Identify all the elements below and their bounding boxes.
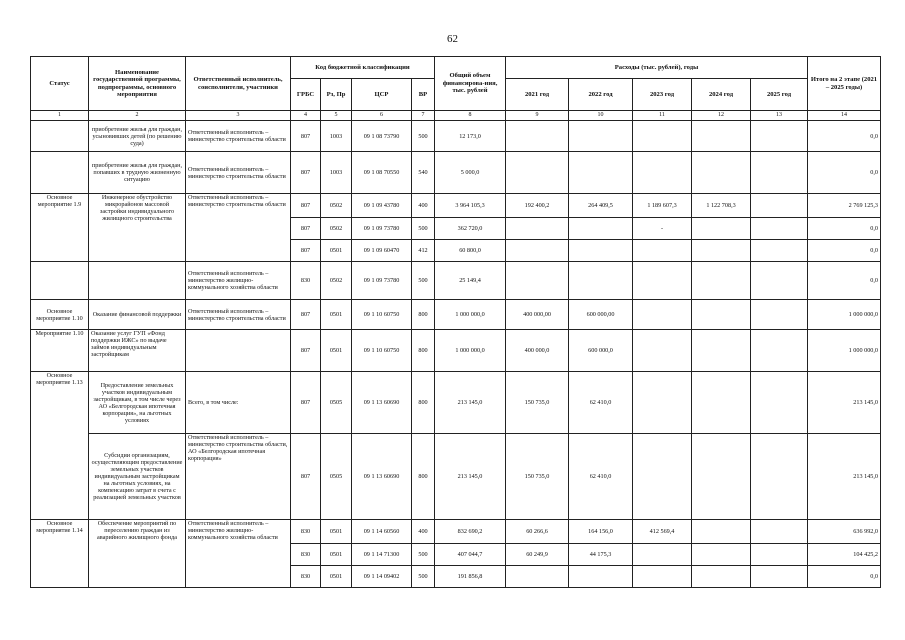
vr-cell: 800 xyxy=(412,372,435,434)
total-cell: 407 044,7 xyxy=(435,544,506,566)
rz-cell: 0505 xyxy=(321,372,352,434)
name-cell xyxy=(89,262,186,300)
header-responsible: Ответственный исполнитель, соисполнители, участники xyxy=(186,57,291,111)
y2022-cell: 600 000,0 xyxy=(569,330,633,372)
status-cell: Мероприятие 1.10 xyxy=(31,330,89,372)
itogo-cell: 0,0 xyxy=(808,218,881,240)
budget-table xyxy=(30,56,881,588)
y2023-cell xyxy=(633,434,692,520)
y2024-cell xyxy=(692,434,751,520)
column-number: 1 xyxy=(31,111,89,121)
header-rz: Рз, Пр xyxy=(321,79,352,111)
page-number: 62 xyxy=(447,33,458,45)
grbs-cell: 830 xyxy=(291,566,321,588)
name-cell: приобретение жилья для граждан, попавших в трудную жизненную ситуацию xyxy=(89,152,186,194)
vr-cell: 500 xyxy=(412,121,435,152)
column-number: 10 xyxy=(569,111,633,121)
responsible-cell: Ответственный исполнитель – министерство строительства области, АО «Белгородская ипотечная корпорация» xyxy=(186,434,291,520)
itogo-cell: 0,0 xyxy=(808,566,881,588)
column-number: 14 xyxy=(808,111,881,121)
column-number: 4 xyxy=(291,111,321,121)
responsible-cell: Ответственный исполнитель – министерство жилищно-коммунального хозяйства области xyxy=(186,262,291,300)
itogo-cell: 0,0 xyxy=(808,240,881,262)
table-row xyxy=(31,434,881,520)
y2022-cell: 264 409,5 xyxy=(569,194,633,218)
responsible-cell: Ответственный исполнитель – министерство жилищно-коммунального хозяйства области xyxy=(186,520,291,588)
total-cell: 5 000,0 xyxy=(435,152,506,194)
responsible-cell: Ответственный исполнитель – министерство строительства области xyxy=(186,152,291,194)
status-cell: Основное мероприятие 1.13 xyxy=(31,372,89,520)
y2021-cell xyxy=(506,240,569,262)
y2022-cell: 164 156,0 xyxy=(569,520,633,544)
y2024-cell xyxy=(692,520,751,544)
name-cell: Предоставление земельных участков индивидуальным застройщикам, в том числе через АО «Белгородская ипотечная корпорация», на льготных условиях xyxy=(89,372,186,434)
header-2025: 2025 год xyxy=(751,79,808,111)
csr-cell: 09 1 09 60470 xyxy=(352,240,412,262)
total-cell: 191 856,8 xyxy=(435,566,506,588)
column-number: 2 xyxy=(89,111,186,121)
csr-cell: 09 1 08 73790 xyxy=(352,121,412,152)
y2025-cell xyxy=(751,262,808,300)
name-cell: Оказание финансовой поддержки xyxy=(89,300,186,330)
status-cell: Основное мероприятие 1.10 xyxy=(31,300,89,330)
y2024-cell xyxy=(692,372,751,434)
itogo-cell: 104 425,2 xyxy=(808,544,881,566)
header-vr: ВР xyxy=(412,79,435,111)
header-csr: ЦСР xyxy=(352,79,412,111)
total-cell: 25 149,4 xyxy=(435,262,506,300)
vr-cell: 400 xyxy=(412,520,435,544)
y2021-cell xyxy=(506,262,569,300)
header-name: Наименование государственной программы, подпрограммы, основного мероприятия xyxy=(89,57,186,111)
y2024-cell xyxy=(692,218,751,240)
header-status: Статус xyxy=(31,57,89,111)
y2023-cell xyxy=(633,330,692,372)
vr-cell: 500 xyxy=(412,544,435,566)
itogo-cell: 636 992,0 xyxy=(808,520,881,544)
y2021-cell: 400 000,0 xyxy=(506,330,569,372)
y2021-cell: 60 266,6 xyxy=(506,520,569,544)
rz-cell: 0501 xyxy=(321,520,352,544)
status-cell: Основное мероприятие 1.14 xyxy=(31,520,89,588)
responsible-cell: Ответственный исполнитель – министерство строительства области xyxy=(186,194,291,262)
y2025-cell xyxy=(751,544,808,566)
itogo-cell: 2 769 125,3 xyxy=(808,194,881,218)
csr-cell: 09 1 13 60690 xyxy=(352,434,412,520)
y2022-cell: 62 410,0 xyxy=(569,372,633,434)
y2025-cell xyxy=(751,218,808,240)
status-cell xyxy=(31,152,89,194)
total-cell: 1 000 000,0 xyxy=(435,330,506,372)
y2021-cell: 192 400,2 xyxy=(506,194,569,218)
y2024-cell xyxy=(692,240,751,262)
header-2024: 2024 год xyxy=(692,79,751,111)
csr-cell: 09 1 13 60690 xyxy=(352,372,412,434)
table-row xyxy=(31,300,881,330)
itogo-cell: 0,0 xyxy=(808,152,881,194)
y2024-cell xyxy=(692,262,751,300)
y2022-cell xyxy=(569,566,633,588)
y2024-cell: 1 122 708,3 xyxy=(692,194,751,218)
y2022-cell: 62 410,0 xyxy=(569,434,633,520)
column-number: 9 xyxy=(506,111,569,121)
csr-cell: 09 1 09 73780 xyxy=(352,262,412,300)
grbs-cell: 830 xyxy=(291,262,321,300)
column-number: 3 xyxy=(186,111,291,121)
column-number: 12 xyxy=(692,111,751,121)
y2021-cell xyxy=(506,566,569,588)
header-budget-code: Код бюджетной классификации xyxy=(291,57,435,79)
y2023-cell xyxy=(633,121,692,152)
y2025-cell xyxy=(751,372,808,434)
header-2021: 2021 год xyxy=(506,79,569,111)
y2025-cell xyxy=(751,434,808,520)
status-cell xyxy=(31,121,89,152)
column-number: 11 xyxy=(633,111,692,121)
rz-cell: 0505 xyxy=(321,434,352,520)
y2025-cell xyxy=(751,566,808,588)
table-row xyxy=(31,194,881,218)
column-number: 8 xyxy=(435,111,506,121)
table-row xyxy=(31,262,881,300)
name-cell: Инженерное обустройство микрорайонов массовой застройки индивидуального жилищного строительства xyxy=(89,194,186,262)
y2023-cell xyxy=(633,300,692,330)
y2024-cell xyxy=(692,121,751,152)
total-cell: 3 964 105,3 xyxy=(435,194,506,218)
y2025-cell xyxy=(751,330,808,372)
itogo-cell: 213 145,0 xyxy=(808,372,881,434)
column-number: 7 xyxy=(412,111,435,121)
csr-cell: 09 1 09 73780 xyxy=(352,218,412,240)
column-number: 13 xyxy=(751,111,808,121)
grbs-cell: 807 xyxy=(291,372,321,434)
grbs-cell: 807 xyxy=(291,434,321,520)
total-cell: 60 800,0 xyxy=(435,240,506,262)
itogo-cell: 0,0 xyxy=(808,121,881,152)
total-cell: 213 145,0 xyxy=(435,434,506,520)
y2021-cell: 400 000,00 xyxy=(506,300,569,330)
status-cell: Основное мероприятие 1.9 xyxy=(31,194,89,262)
responsible-cell: Ответственный исполнитель – министерство строительства области xyxy=(186,121,291,152)
y2023-cell: - xyxy=(633,218,692,240)
vr-cell: 540 xyxy=(412,152,435,194)
rz-cell: 0501 xyxy=(321,544,352,566)
header-itogo: Итого на 2 этапе (2021 – 2025 годы) xyxy=(808,57,881,111)
y2021-cell: 150 735,0 xyxy=(506,434,569,520)
y2023-cell: 412 569,4 xyxy=(633,520,692,544)
responsible-cell: Всего, в том числе: xyxy=(186,372,291,434)
rz-cell: 0502 xyxy=(321,262,352,300)
vr-cell: 800 xyxy=(412,330,435,372)
grbs-cell: 807 xyxy=(291,218,321,240)
y2023-cell xyxy=(633,152,692,194)
y2023-cell xyxy=(633,566,692,588)
rz-cell: 1003 xyxy=(321,152,352,194)
name-cell: Оказание услуг ГУП «Фонд поддержки ИЖС» по выдаче займов индивидуальным застройщикам xyxy=(89,330,186,372)
total-cell: 832 690,2 xyxy=(435,520,506,544)
y2022-cell xyxy=(569,121,633,152)
y2025-cell xyxy=(751,300,808,330)
grbs-cell: 807 xyxy=(291,152,321,194)
y2023-cell: 1 189 607,3 xyxy=(633,194,692,218)
table-row xyxy=(31,520,881,544)
itogo-cell: 1 000 000,0 xyxy=(808,330,881,372)
table-row xyxy=(31,330,881,372)
rz-cell: 0502 xyxy=(321,194,352,218)
csr-cell: 09 1 10 60750 xyxy=(352,300,412,330)
header-2023: 2023 год xyxy=(633,79,692,111)
status-cell xyxy=(31,262,89,300)
total-cell: 1 000 000,0 xyxy=(435,300,506,330)
itogo-cell: 1 000 000,0 xyxy=(808,300,881,330)
itogo-cell: 0,0 xyxy=(808,262,881,300)
rz-cell: 0501 xyxy=(321,330,352,372)
y2024-cell xyxy=(692,152,751,194)
y2021-cell: 60 249,9 xyxy=(506,544,569,566)
rz-cell: 0501 xyxy=(321,300,352,330)
table-row xyxy=(31,372,881,434)
name-cell: Обеспечение мероприятий по переселению граждан из аварийного жилищного фонда xyxy=(89,520,186,588)
y2023-cell xyxy=(633,262,692,300)
vr-cell: 500 xyxy=(412,566,435,588)
vr-cell: 800 xyxy=(412,434,435,520)
table-row xyxy=(31,121,881,152)
y2021-cell xyxy=(506,152,569,194)
grbs-cell: 807 xyxy=(291,121,321,152)
header-total-volume: Общий объем финансирова-ния, тыс. рублей xyxy=(435,57,506,111)
grbs-cell: 830 xyxy=(291,544,321,566)
y2021-cell: 150 735,0 xyxy=(506,372,569,434)
y2022-cell: 600 000,00 xyxy=(569,300,633,330)
total-cell: 12 173,0 xyxy=(435,121,506,152)
csr-cell: 09 1 14 09402 xyxy=(352,566,412,588)
y2023-cell xyxy=(633,544,692,566)
grbs-cell: 807 xyxy=(291,330,321,372)
vr-cell: 800 xyxy=(412,300,435,330)
grbs-cell: 807 xyxy=(291,300,321,330)
csr-cell: 09 1 14 71300 xyxy=(352,544,412,566)
rz-cell: 1003 xyxy=(321,121,352,152)
name-cell: приобретение жилья для граждан, усыновивших детей (по решению суда) xyxy=(89,121,186,152)
name-cell: Субсидии организациям, осуществляющим предоставление земельных участков индивидуальным застройщикам на льготных условиях, на компенсацию затрат в счета с реализацией земельных участков xyxy=(89,434,186,520)
column-number-row xyxy=(31,111,881,121)
y2025-cell xyxy=(751,121,808,152)
itogo-cell: 213 145,0 xyxy=(808,434,881,520)
y2022-cell xyxy=(569,218,633,240)
total-cell: 213 145,0 xyxy=(435,372,506,434)
header-2022: 2022 год xyxy=(569,79,633,111)
vr-cell: 500 xyxy=(412,218,435,240)
y2022-cell xyxy=(569,152,633,194)
y2023-cell xyxy=(633,372,692,434)
vr-cell: 412 xyxy=(412,240,435,262)
y2025-cell xyxy=(751,520,808,544)
rz-cell: 0501 xyxy=(321,566,352,588)
column-number: 5 xyxy=(321,111,352,121)
responsible-cell xyxy=(186,330,291,372)
y2024-cell xyxy=(692,300,751,330)
total-cell: 362 720,0 xyxy=(435,218,506,240)
grbs-cell: 807 xyxy=(291,194,321,218)
y2022-cell xyxy=(569,262,633,300)
column-number: 6 xyxy=(352,111,412,121)
responsible-cell: Ответственный исполнитель – министерство строительства области xyxy=(186,300,291,330)
table-row xyxy=(31,152,881,194)
y2022-cell: 44 175,3 xyxy=(569,544,633,566)
y2021-cell xyxy=(506,218,569,240)
vr-cell: 500 xyxy=(412,262,435,300)
y2021-cell xyxy=(506,121,569,152)
y2024-cell xyxy=(692,544,751,566)
y2024-cell xyxy=(692,330,751,372)
csr-cell: 09 1 08 70550 xyxy=(352,152,412,194)
vr-cell: 400 xyxy=(412,194,435,218)
header-expenses: Расходы (тыс. рублей), годы xyxy=(506,57,808,79)
csr-cell: 09 1 09 43780 xyxy=(352,194,412,218)
y2022-cell xyxy=(569,240,633,262)
header-grbs: ГРБС xyxy=(291,79,321,111)
y2023-cell xyxy=(633,240,692,262)
y2025-cell xyxy=(751,152,808,194)
grbs-cell: 830 xyxy=(291,520,321,544)
csr-cell: 09 1 10 60750 xyxy=(352,330,412,372)
rz-cell: 0502 xyxy=(321,218,352,240)
grbs-cell: 807 xyxy=(291,240,321,262)
csr-cell: 09 1 14 60560 xyxy=(352,520,412,544)
rz-cell: 0501 xyxy=(321,240,352,262)
y2024-cell xyxy=(692,566,751,588)
y2025-cell xyxy=(751,194,808,218)
y2025-cell xyxy=(751,240,808,262)
